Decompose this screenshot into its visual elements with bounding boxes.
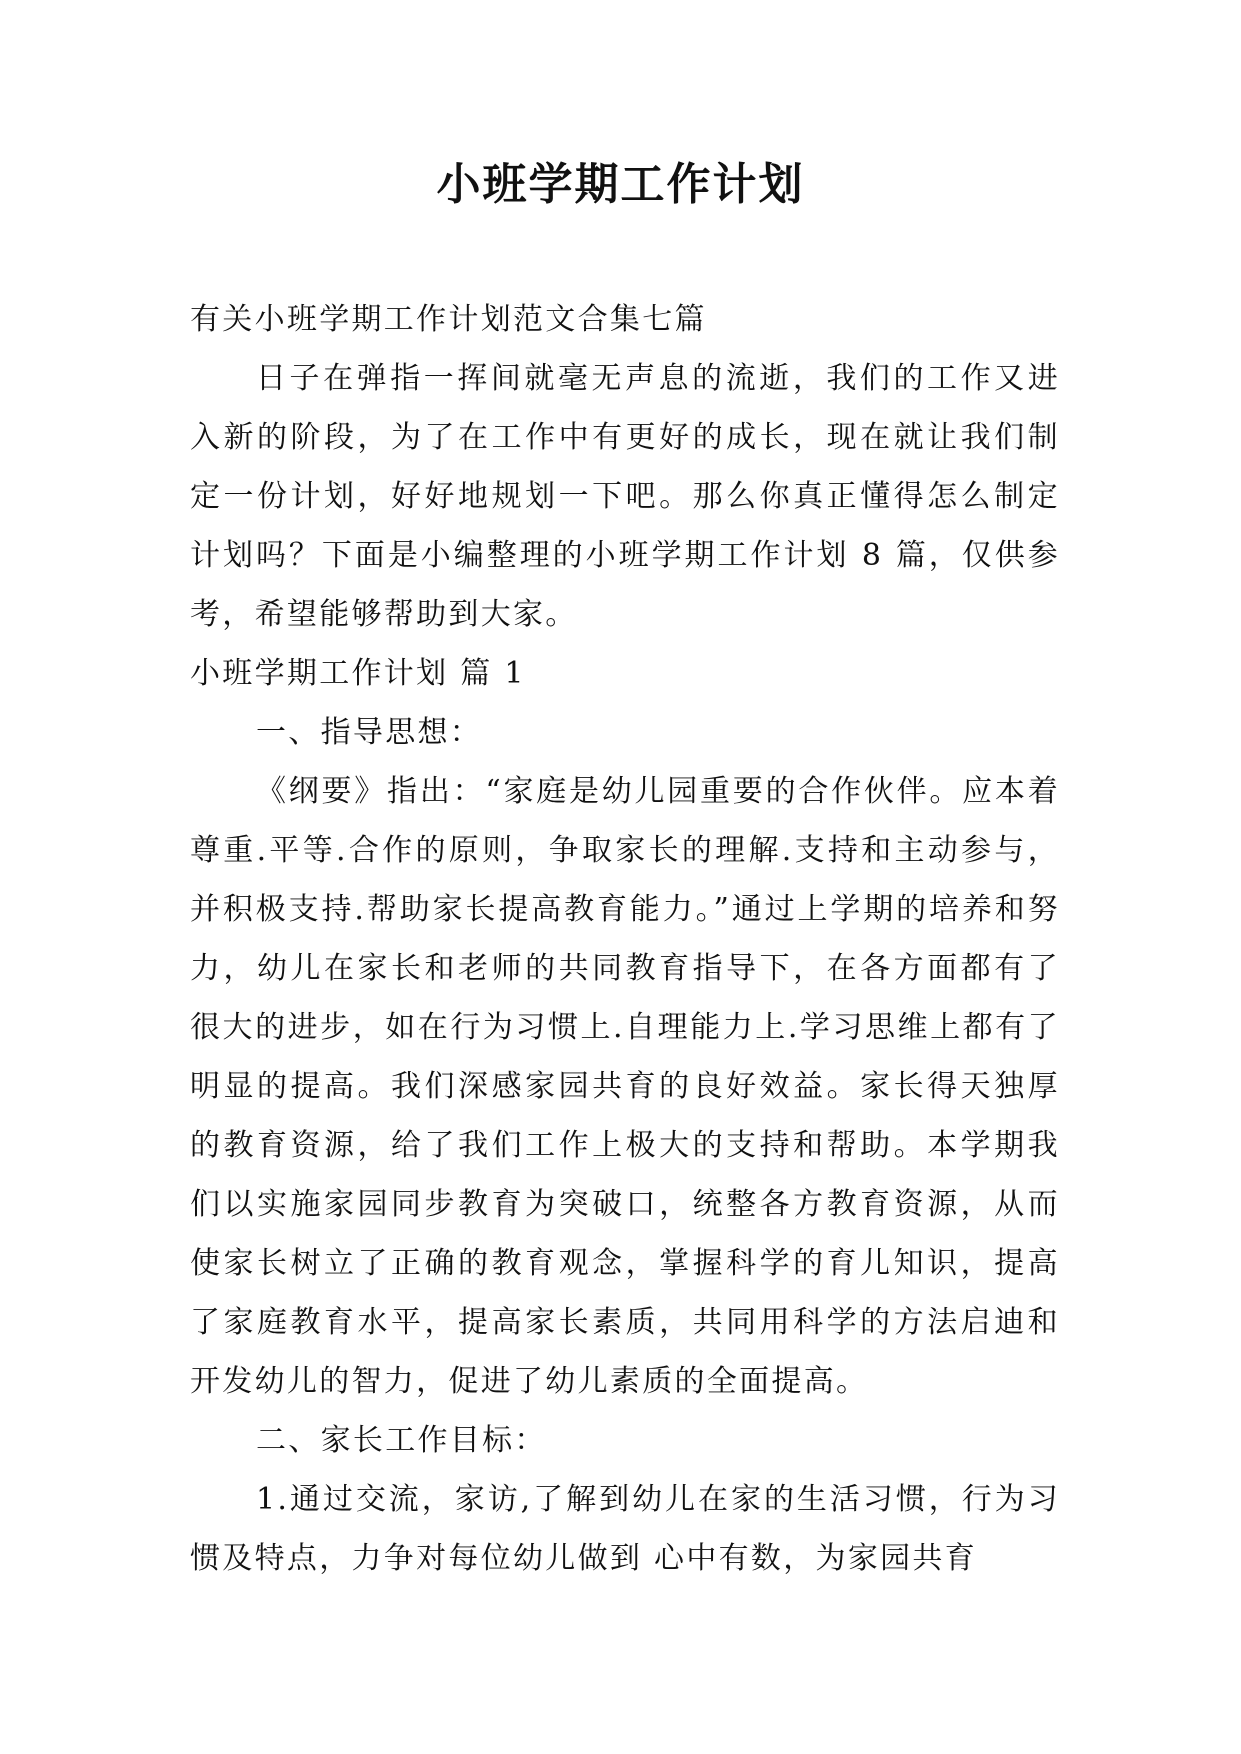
paragraph: 小班学期工作计划 篇 1 [190,656,526,691]
paragraph: 二、家长工作目标： [256,1423,547,1458]
paragraph: 1.通过交流，家访,了解到幼儿在家的生活习惯，行为习惯及特点，力争对每位幼儿做到 心中有数，为家园共育 [190,1482,1060,1576]
document-title: 小班学期工作计划 [436,159,805,210]
document-body [190,290,1060,1588]
paragraph: 有关小班学期工作计划范文合集七篇 [190,302,707,337]
paragraph: 《纲要》指出：“家庭是幼儿园重要的合作伙伴。应本着尊重.平等.合作的原则，争取家长的理解.支持和主动参与，并积极支持.帮助家长提高教育能力。”通过上学期的培养和努力，幼儿在家长和老师的共同教育指导下，在各方面都有了很大的进步，如在行为习惯上.自理能力上.学习思维上都有了明显的提高。我们深感家园共育的良好效益。家长得天独厚的教育资源，给了我们工作上极大的支持和帮助。本学期我们以实施家园同步教育为突破口，统整各方教育资源，从而使家长树立了正确的教育观念，掌握科学的育儿知识，提高了家庭教育水平，提高家长素质，共同用科学的方法启迪和开发幼儿的智力，促进了幼儿素质的全面提高。 [190,774,1060,1399]
paragraph: 一、指导思想： [256,715,483,750]
paragraph: 日子在弹指一挥间就毫无声息的流逝，我们的工作又进入新的阶段，为了在工作中有更好的成长，现在就让我们制定一份计划，好好地规划一下吧。那么你真正懂得怎么制定计划吗？下面是小编整理的小班学期工作计划 8 篇，仅供参考，希望能够帮助到大家。 [190,361,1060,632]
